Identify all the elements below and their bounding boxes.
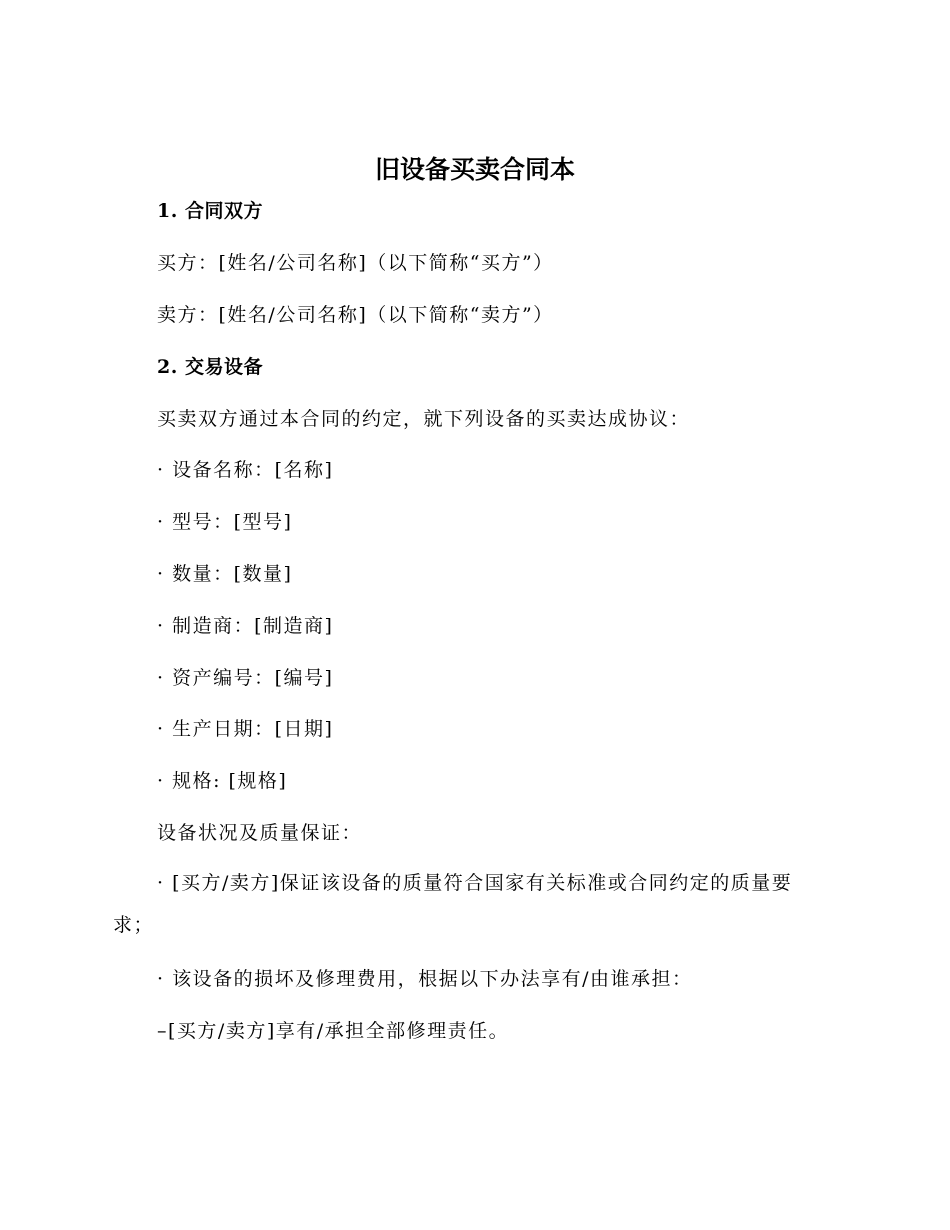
equipment-item-manufacturer: · 制造商：[制造商] <box>157 615 334 637</box>
quality-item-warranty: · [买方/卖方]保证该设备的质量符合国家有关标准或合同约定的质量要求； <box>113 872 793 936</box>
document-title: 旧设备买卖合同本 <box>374 155 575 184</box>
section-heading-equipment: 2. 交易设备 <box>157 356 263 378</box>
equipment-intro: 买卖双方通过本合同的约定，就下列设备的买卖达成协议： <box>157 408 691 430</box>
equipment-item-name: · 设备名称：[名称] <box>157 459 334 481</box>
section-heading-parties: 1. 合同双方 <box>157 200 263 222</box>
equipment-item-production-date: · 生产日期：[日期] <box>157 718 334 740</box>
seller-line: 卖方：[姓名/公司名称]（以下简称“卖方”） <box>157 304 554 326</box>
equipment-item-spec: · 规格: [规格] <box>157 770 288 792</box>
equipment-item-asset-number: · 资产编号：[编号] <box>157 667 334 689</box>
equipment-item-quantity: · 数量：[数量] <box>157 563 293 585</box>
quality-item-repair-responsibility: –[买方/卖方]享有/承担全部修理责任。 <box>157 1020 510 1042</box>
buyer-line: 买方：[姓名/公司名称]（以下简称“买方”） <box>157 252 554 274</box>
equipment-item-model: · 型号：[型号] <box>157 511 293 533</box>
quality-item-repair-cost: · 该设备的损坏及修理费用，根据以下办法享有/由谁承担： <box>157 968 693 990</box>
quality-heading: 设备状况及质量保证： <box>157 822 363 844</box>
